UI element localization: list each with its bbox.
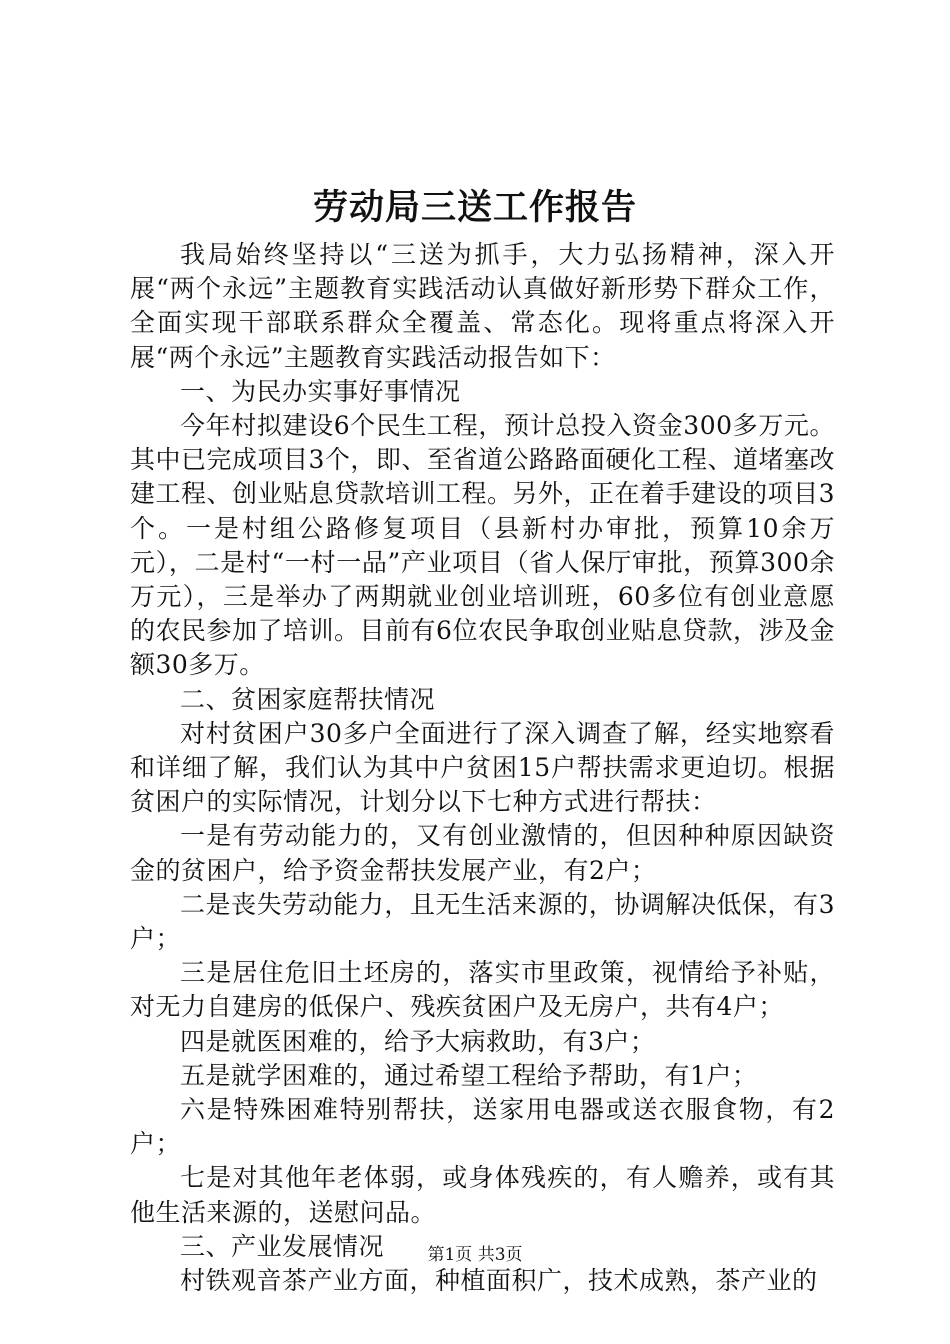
paragraph-measure-3: 三是居住危旧土坯房的，落实市里政策，视情给予补贴，对无力自建房的低保户、残疾贫困户及无房户，共有4户； [130,958,835,1022]
paragraph-measure-5: 五是就学困难的，通过希望工程给予帮助，有1户； [180,1060,758,1090]
page-number-footer: 第1页 共3页 [427,1245,523,1265]
section-heading-1: 一、为民办实事好事情况 [180,376,461,406]
paragraph-intro: 我局始终坚持以“三送为抓手，大力弘扬精神，深入开展“两个永远”主题教育实践活动认真做好新形势下群众工作，全面实现干部联系群众全覆盖、常态化。现将重点将深入开展“两个永远”主题教育实践活动报告如下： [130,240,835,372]
paragraph-projects: 今年村拟建设6个民生工程，预计总投入资金300多万元。其中已完成项目3个，即、至省道公路路面硬化工程、道堵塞改建工程、创业贴息贷款培训工程。另外，正在着手建设的项目3个。一是村组公路修复项目（县新村办审批，预算10余万元），二是村“一村一品”产业项目（省人保厅审批，预算300余万元），三是举办了两期就业创业培训班，60多位有创业意愿的农民参加了培训。目前有6位农民争取创业贴息贷款，涉及金额30多万。 [130,411,835,680]
paragraph-measure-4: 四是就医困难的，给予大病救助，有3户； [180,1026,656,1056]
paragraph-measure-1: 一是有劳动能力的，又有创业激情的，但因种种原因缺资金的贫困户，给予资金帮扶发展产业，有2户； [130,821,835,885]
document-title: 劳动局三送工作报告 [312,187,637,228]
paragraph-measure-2: 二是丧失劳动能力，且无生活来源的，协调解决低保，有3户； [130,889,835,954]
paragraph-poverty-survey: 对村贫困户30多户全面进行了深入调查了解，经实地察看和详细了解，我们认为其中户贫困15户帮扶需求更迫切。根据贫困户的实际情况，计划分以下七种方式进行帮扶： [130,718,835,817]
paragraph-measure-7: 七是对其他年老体弱，或身体残疾的，有人赡养，或有其他生活来源的，送慰问品。 [130,1163,835,1227]
section-heading-2: 二、贫困家庭帮扶情况 [180,684,436,714]
section-heading-3: 三、产业发展情况 [180,1231,385,1261]
paragraph-measure-6: 六是特殊困难特别帮扶，送家用电器或送衣服食物，有2户； [130,1095,835,1159]
paragraph-industry: 村铁观音茶产业方面，种植面积广，技术成熟，茶产业的 [180,1266,818,1296]
document-body [130,238,835,1298]
